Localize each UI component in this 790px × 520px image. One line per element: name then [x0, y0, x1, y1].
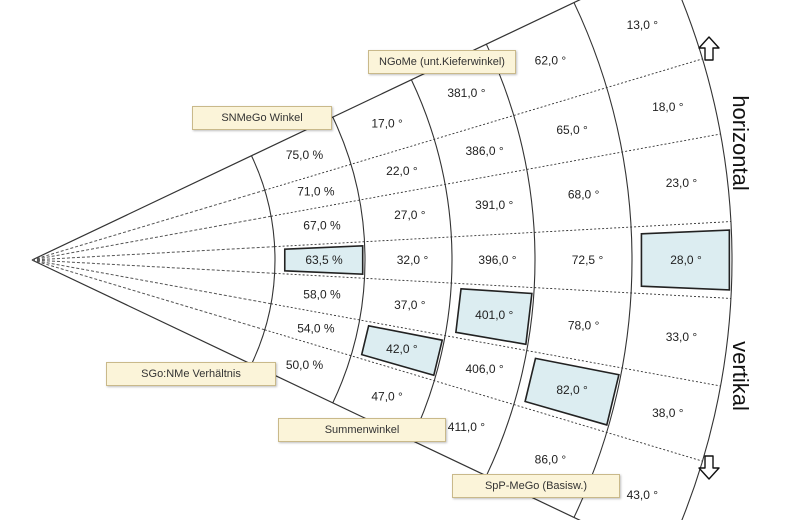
horizontal-label: horizontal [728, 95, 753, 191]
cell-value: 28,0 ° [670, 253, 702, 267]
cell-value: 42,0 ° [386, 342, 418, 357]
vertikal-label: vertikal [728, 341, 753, 411]
cell-value: 38,0 ° [652, 406, 684, 421]
fan-ray-dashed [32, 260, 271, 304]
cell-value: 18,0 ° [652, 99, 684, 114]
cell-value: 43,0 ° [626, 487, 659, 502]
cell-value: 32,0 ° [396, 253, 429, 267]
cell-value: 391,0 ° [475, 198, 514, 213]
cell-value: 381,0 ° [447, 85, 486, 100]
cell-value: 67,0 % [303, 218, 341, 233]
cell-value: 62,0 ° [534, 53, 567, 68]
label-snmego-winkel: SNMeGo Winkel [192, 106, 332, 130]
cell-value: 33,0 ° [665, 329, 698, 344]
cell-value: 37,0 ° [394, 297, 426, 312]
cell-value: 86,0 ° [534, 452, 567, 467]
cell-value: 23,0 ° [665, 176, 698, 191]
cell-value: 401,0 ° [475, 307, 514, 322]
cell-value: 75,0 % [285, 148, 324, 163]
fan-arc [251, 156, 275, 365]
label-summenwinkel: Summenwinkel [278, 418, 446, 442]
label-ngome: NGoMe (unt.Kieferwinkel) [368, 50, 516, 74]
cell-value: 17,0 ° [371, 116, 403, 131]
fan-ray-dashed [32, 190, 265, 260]
cell-value: 13,0 ° [626, 18, 659, 33]
label-sgo-nme-verhaeltnis: SGo:NMe Verhältnis [106, 362, 276, 386]
label-spp-mego: SpP-MeGo (Basisw.) [452, 474, 620, 498]
cell-value: 27,0 ° [394, 208, 426, 223]
cell-value: 78,0 ° [567, 318, 600, 333]
cell-value: 65,0 ° [556, 122, 588, 137]
arrow-down-icon [699, 456, 719, 479]
cell-value: 58,0 % [303, 287, 341, 302]
cell-value: 82,0 ° [556, 383, 588, 398]
cell-value: 54,0 % [297, 321, 335, 336]
cell-value: 50,0 % [285, 357, 324, 372]
cell-value: 22,0 ° [386, 163, 418, 178]
fan-ray-dashed [32, 260, 265, 330]
cell-value: 47,0 ° [371, 389, 403, 404]
cell-value: 71,0 % [297, 184, 335, 199]
cell-value: 386,0 ° [465, 144, 504, 159]
cell-value: 63,5 % [305, 253, 343, 267]
cell-value: 411,0 ° [447, 420, 486, 435]
fan-ray-dashed [32, 216, 271, 260]
cell-value: 72,5 ° [571, 253, 604, 267]
cell-value: 406,0 ° [465, 361, 504, 376]
cell-value: 68,0 ° [567, 187, 600, 202]
cell-value: 396,0 ° [478, 253, 517, 267]
